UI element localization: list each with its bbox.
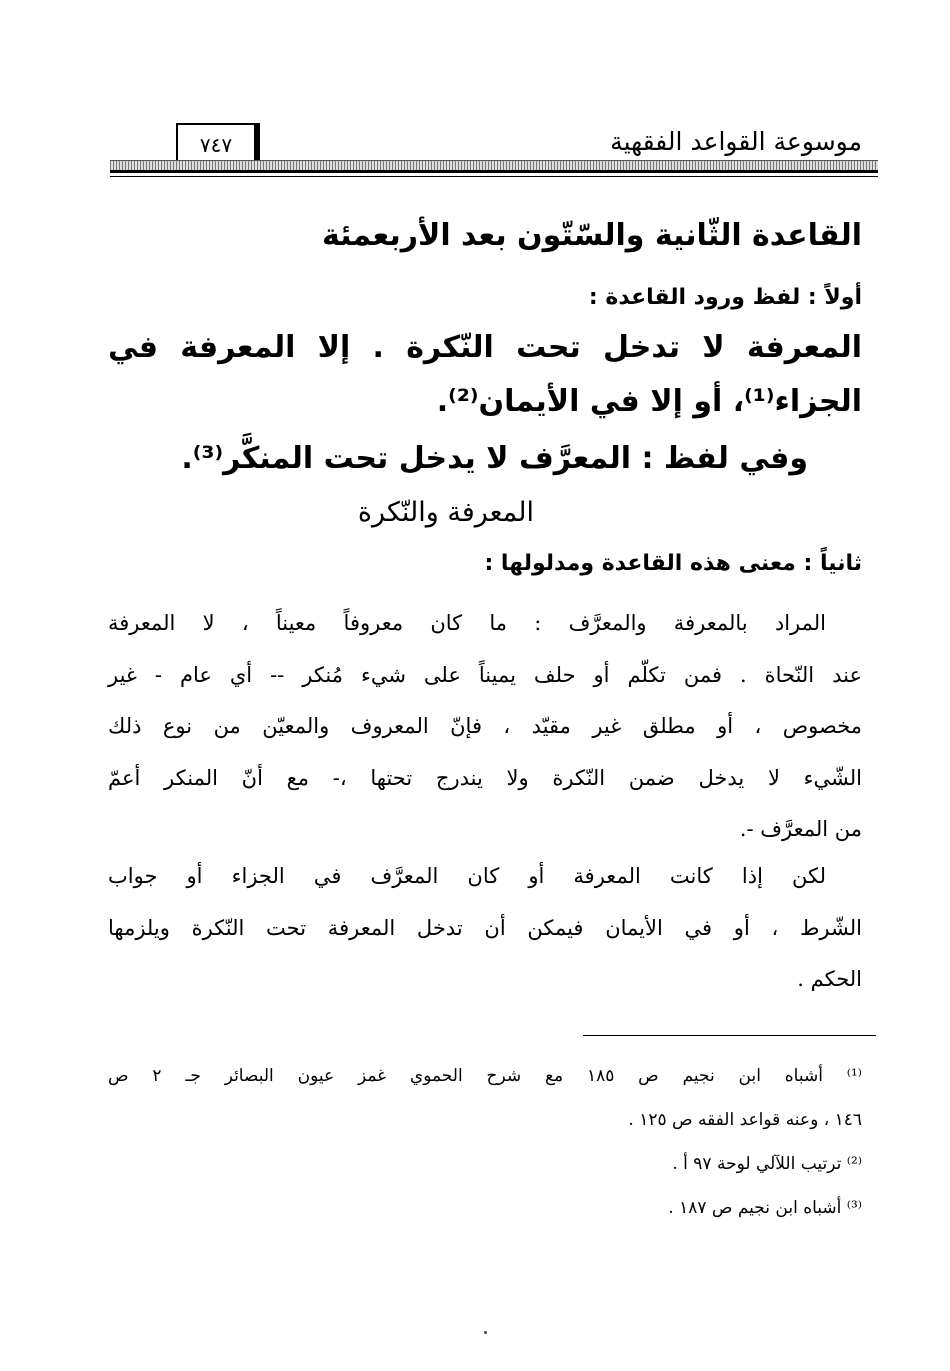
- paragraph-1-line: المراد بالمعرفة والمعرَّف : ما كان معروفاً معيناً ، لا المعرفة: [108, 611, 826, 635]
- paragraph-1-line: عند النّحاة . فمن تكلّم أو حلف يميناً على شيء مُنكر -- أي عام - غير: [108, 662, 862, 687]
- paragraph-2-line: الشّرط ، أو في الأيمان فيمكن أن تدخل المعرفة تحت النّكرة ويلزمها: [108, 915, 862, 940]
- paragraph-1-line: الشّيء لا يدخل ضمن النّكرة ولا يندرج تحتها ،- مع أنّ المنكر أعمّ: [108, 765, 862, 790]
- paragraph-2: [108, 851, 862, 1006]
- running-header-title: موسوعة القواعد الفقهية: [610, 127, 862, 156]
- footnote-line: ⁽²⁾ ترتيب اللآلي لوحة ٩٧ أ .: [672, 1154, 862, 1174]
- marginal-label: المعرفة والنّكرة: [357, 497, 534, 528]
- footnote-separator: [583, 1035, 876, 1036]
- header-rule-thick: [110, 170, 878, 173]
- paragraph-1-line: من المعرَّف -.: [739, 817, 862, 841]
- rule-text-line-3: وفي لفظ : المعرَّف لا يدخل تحت المنكَّر⁽³⁾.: [181, 441, 808, 476]
- section1-heading: أولاً : لفظ ورود القاعدة :: [588, 285, 862, 310]
- paragraph-2-line: لكن إذا كانت المعرفة أو كان المعرَّف في الجزاء أو جواب: [108, 864, 826, 888]
- paragraph-2-line: الحكم .: [797, 967, 862, 991]
- footnote-line: ⁽¹⁾ أشباه ابن نجيم ص ١٨٥ مع شرح الحموي غمز عيون البصائر جـ ٢ ص: [108, 1066, 862, 1086]
- paragraph-1-line: مخصوص ، أو مطلق غير مقيّد ، فإنّ المعروف والمعيّن من نوع ذلك: [108, 714, 862, 738]
- scan-speck: [484, 1331, 487, 1334]
- paragraph-1: [108, 598, 862, 856]
- section2-heading: ثانياً : معنى هذه القاعدة ومدلولها :: [484, 551, 862, 576]
- page-number: ٧٤٧: [199, 132, 233, 157]
- header-rule-thin: [110, 176, 878, 177]
- rule-heading: القاعدة الثّانية والسّتّون بعد الأربعمئة: [321, 218, 862, 253]
- footnote-line: ⁽³⁾ أشباه ابن نجيم ص ١٨٧ .: [668, 1198, 862, 1218]
- rule-text-line-1: المعرفة لا تدخل تحت النّكرة . إلا المعرفة في: [108, 330, 862, 365]
- footnotes: [108, 1054, 862, 1230]
- footnote-line: ١٤٦ ، وعنه قواعد الفقه ص ١٢٥ .: [628, 1110, 862, 1130]
- rule-text-line-2: الجزاء⁽¹⁾، أو إلا في الأيمان⁽²⁾.: [436, 384, 862, 419]
